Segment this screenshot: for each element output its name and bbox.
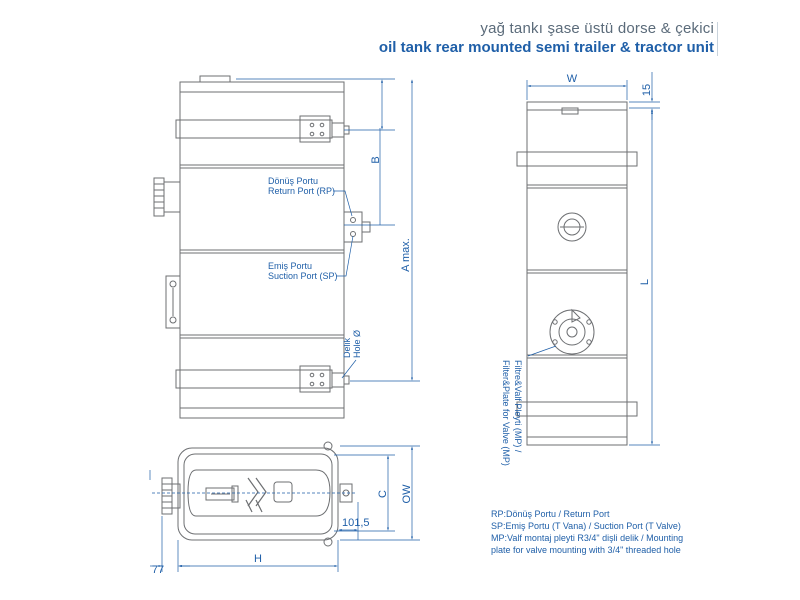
return-port-label-en: Return Port (RP): [268, 186, 336, 196]
front-valve-plate: [550, 310, 594, 354]
top-tank-outline: [178, 448, 338, 540]
dim-w-label: W: [566, 73, 578, 85]
legend-line-mp-2: plate for valve mounting with 3/4" threaded hole: [491, 545, 681, 555]
hole-label-tr: Delik: [342, 337, 352, 358]
side-bottom-strap: [176, 370, 332, 388]
dim-b-label: B: [370, 156, 382, 164]
side-view: [154, 76, 370, 418]
legend-line-mp-1: MP:Valf montaj pleyti R3/4" dişli delik / Mounting: [491, 533, 684, 543]
dim-a-label: A max.: [400, 238, 412, 272]
top-side-port: [340, 484, 352, 502]
title-english: oil tank rear mounted semi trailer & tractor unit: [378, 39, 714, 56]
side-top-lug: [200, 76, 230, 82]
filter-plate-label-tr: Filtre&Valf Pleyti (MP) /: [513, 360, 523, 453]
filter-plate-label-en: Filter&Plate for Valve (MP): [501, 360, 511, 466]
front-top-strap: [517, 152, 637, 166]
top-view: [162, 442, 352, 546]
side-port-block: [344, 212, 370, 242]
legend-block: [491, 508, 721, 556]
hole-label-en: Hole Ø: [352, 329, 362, 358]
front-return-port: [558, 213, 586, 241]
dim-101-label: 101,5: [342, 517, 370, 529]
top-filler-cap: [162, 478, 180, 514]
front-bottom-strap: [517, 402, 637, 416]
suction-port-label-tr: Emiş Portu: [268, 261, 313, 271]
top-square-fitting: [274, 482, 292, 502]
top-logo-mark: [246, 478, 266, 512]
dim-c-label: C: [377, 490, 389, 498]
suction-port-label-en: Suction Port (SP): [268, 271, 338, 281]
dim-15-label: 15: [641, 83, 653, 97]
dim-77-label: 77: [151, 564, 165, 576]
dim-l-label: L: [639, 278, 651, 286]
title-turkish: yağ tankı şase üstü dorse & çekici: [480, 20, 714, 37]
front-view: [517, 102, 637, 445]
side-top-strap: [176, 120, 332, 138]
side-level-gauge: [166, 276, 180, 328]
front-top-lug: [562, 108, 578, 114]
return-port-label-tr: Dönüş Portu: [268, 176, 319, 186]
legend-line-rp: RP:Dönüş Portu / Return Port: [491, 509, 610, 519]
dim-h-label: H: [254, 553, 262, 565]
side-filler-cap: [154, 178, 180, 216]
dim-ow-label: OW: [401, 484, 413, 504]
legend-line-sp: SP:Emiş Portu (T Vana) / Suction Port (T Valve): [491, 521, 681, 531]
top-level-gauge: [206, 486, 238, 502]
